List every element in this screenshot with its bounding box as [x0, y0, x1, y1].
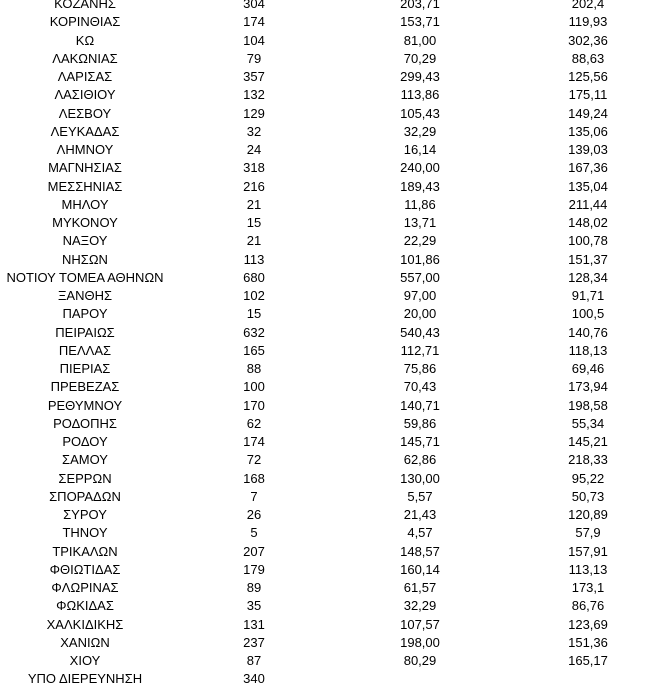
average-cell: 13,71: [403, 215, 437, 230]
table-row: [0, 488, 667, 506]
rate-cell: 123,69: [568, 616, 608, 632]
region-name-cell: ΤΗΝΟΥ: [62, 525, 108, 541]
cases-cell: 72: [246, 452, 262, 468]
region-name-cell: ΣΑΜΟΥ: [62, 452, 108, 468]
rate-cell: 167,36: [568, 160, 608, 176]
table-row: [0, 196, 667, 214]
region-name-cell: ΛΕΣΒΟΥ: [58, 105, 112, 121]
region-name-cell: ΦΩΚΙΔΑΣ: [56, 598, 114, 614]
rate-cell: 118,13: [568, 342, 608, 358]
average-cell: 81,00: [403, 32, 437, 48]
region-name-cell: ΜΗΛΟΥ: [61, 196, 109, 212]
table-row: [0, 0, 667, 13]
region-name-cell: ΧΑΝΙΩΝ: [60, 634, 110, 650]
table-row: [0, 123, 667, 141]
average-cell: 140,71: [400, 397, 440, 413]
table-row: [0, 105, 667, 123]
cases-cell: 170: [243, 397, 265, 413]
table-row: [0, 433, 667, 451]
rate-cell: 119,93: [568, 14, 608, 30]
table-row: [0, 287, 667, 305]
table-row: [0, 561, 667, 579]
rate-cell: 135,06: [568, 123, 608, 139]
cases-cell: 21: [246, 233, 262, 249]
rate-cell: 173,1: [571, 580, 605, 595]
average-cell: 32,29: [403, 598, 437, 614]
average-cell: 16,14: [403, 142, 437, 157]
table-row: [0, 470, 667, 488]
table-row: [0, 232, 667, 250]
average-cell: 80,29: [403, 653, 437, 668]
rate-cell: 128,34: [568, 269, 608, 285]
average-cell: 11,86: [404, 196, 436, 212]
region-name-cell: ΥΠΟ ΔΙΕΡΕΥΝΗΣΗ: [27, 671, 143, 687]
table-row: [0, 670, 667, 688]
region-name-cell: ΚΩ: [75, 32, 95, 48]
cases-cell: 7: [250, 488, 258, 504]
table-row: [0, 415, 667, 433]
table-row: [0, 451, 667, 469]
table-row: [0, 597, 667, 615]
region-name-cell: ΡΟΔΟΥ: [62, 434, 108, 449]
average-cell: 112,71: [400, 342, 440, 358]
average-cell: 5,57: [407, 488, 433, 504]
table-row: [0, 378, 667, 396]
rate-cell: 86,76: [571, 598, 605, 614]
table-row: [0, 634, 667, 652]
region-name-cell: ΜΥΚΟΝΟΥ: [52, 215, 118, 230]
region-name-cell: ΠΙΕΡΙΑΣ: [59, 361, 111, 376]
cases-cell: 5: [250, 525, 258, 541]
table-row: [0, 86, 667, 104]
cases-cell: 165: [243, 342, 265, 358]
rate-cell: 88,63: [571, 50, 605, 66]
rate-cell: 175,11: [568, 87, 608, 103]
average-cell: 22,29: [403, 233, 437, 249]
average-cell: 70,43: [403, 379, 437, 395]
region-name-cell: ΣΥΡΟΥ: [63, 507, 107, 522]
average-cell: 557,00: [400, 269, 440, 285]
region-name-cell: ΡΟΔΟΠΗΣ: [53, 415, 117, 431]
cases-cell: 24: [246, 142, 262, 157]
table-row: [0, 178, 667, 196]
rate-cell: 211,44: [568, 196, 608, 212]
region-name-cell: ΝΗΣΩΝ: [62, 251, 108, 267]
average-cell: 59,86: [403, 415, 437, 431]
average-cell: 70,29: [403, 50, 437, 66]
table-row: [0, 524, 667, 542]
table-row: [0, 50, 667, 68]
region-name-cell: ΚΟΡΙΝΘΙΑΣ: [49, 14, 121, 30]
region-name-cell: ΠΕΛΛΑΣ: [58, 342, 112, 358]
rate-cell: 95,22: [571, 470, 605, 486]
region-name-cell: ΧΑΛΚΙΔΙΚΗΣ: [46, 616, 124, 632]
average-cell: 4,57: [407, 525, 433, 541]
rate-cell: 113,13: [568, 561, 608, 577]
cases-cell: 26: [246, 507, 262, 522]
rate-cell: 198,58: [568, 397, 608, 413]
average-cell: 148,57: [400, 543, 440, 559]
rate-cell: 302,36: [568, 32, 608, 48]
cases-cell: 168: [243, 470, 265, 486]
cases-cell: 104: [243, 32, 265, 48]
cases-cell: 207: [243, 543, 265, 559]
table-row: [0, 141, 667, 159]
cases-cell: 174: [243, 14, 265, 30]
region-name-cell: ΠΑΡΟΥ: [62, 306, 108, 322]
average-cell: 62,86: [403, 452, 437, 468]
rate-cell: 151,37: [568, 251, 608, 267]
rate-cell: 55,34: [571, 415, 605, 431]
rate-cell: 139,03: [568, 142, 608, 157]
cases-cell: 32: [246, 123, 262, 139]
average-cell: 160,14: [400, 561, 440, 577]
cases-cell: 102: [243, 288, 265, 303]
average-cell: 75,86: [403, 361, 437, 376]
table-row: [0, 159, 667, 177]
rate-cell: 145,21: [568, 434, 608, 449]
average-cell: 97,00: [403, 288, 437, 303]
table-row: [0, 543, 667, 561]
region-name-cell: ΛΕΥΚΑΔΑΣ: [50, 123, 120, 139]
average-cell: 145,71: [400, 434, 440, 449]
region-name-cell: ΜΑΓΝΗΣΙΑΣ: [48, 160, 122, 176]
cases-cell: 15: [246, 306, 262, 322]
region-name-cell: ΡΕΘΥΜΝΟΥ: [47, 397, 123, 413]
table-row: [0, 32, 667, 50]
region-name-cell: ΠΡΕΒΕΖΑΣ: [50, 379, 120, 395]
rate-cell: 151,36: [568, 634, 608, 650]
region-name-cell: ΝΑΞΟΥ: [62, 233, 108, 249]
cases-cell: 35: [246, 598, 262, 614]
rate-cell: 120,89: [568, 507, 608, 522]
cases-cell: 216: [243, 178, 265, 194]
region-name-cell: ΞΑΝΘΗΣ: [57, 288, 113, 303]
region-name-cell: ΜΕΣΣΗΝΙΑΣ: [47, 178, 123, 194]
cases-cell: 680: [243, 269, 265, 285]
table-row: [0, 251, 667, 269]
region-name-cell: ΝΟΤΙΟΥ ΤΟΜΕΑ ΑΘΗΝΩΝ: [6, 269, 164, 285]
rate-cell: 91,71: [571, 288, 605, 303]
rate-cell: 50,73: [571, 488, 605, 504]
average-cell: 105,43: [400, 105, 440, 121]
cases-cell: 132: [243, 87, 265, 103]
table-row: [0, 397, 667, 415]
average-cell: 130,00: [400, 470, 440, 486]
rate-cell: 202,4: [571, 0, 605, 11]
table-row: [0, 506, 667, 524]
cases-cell: 88: [246, 361, 262, 376]
rate-cell: 69,46: [571, 361, 605, 376]
rate-cell: 100,5: [571, 306, 605, 322]
region-name-cell: ΧΙΟΥ: [69, 653, 101, 668]
average-cell: 189,43: [400, 178, 440, 194]
average-cell: 203,71: [400, 0, 440, 11]
table-row: [0, 616, 667, 634]
rate-cell: 173,94: [568, 379, 608, 395]
cases-cell: 131: [243, 616, 265, 632]
table-row: [0, 214, 667, 232]
rate-cell: 100,78: [568, 233, 608, 249]
cases-cell: 174: [243, 434, 265, 449]
average-cell: 540,43: [400, 324, 440, 340]
table-row: [0, 342, 667, 360]
cases-cell: 632: [243, 324, 265, 340]
cases-cell: 179: [243, 561, 265, 577]
cases-cell: 100: [243, 379, 265, 395]
average-cell: 32,29: [403, 123, 437, 139]
rate-cell: 148,02: [568, 215, 608, 230]
average-cell: 153,71: [400, 14, 440, 30]
rate-cell: 149,24: [568, 105, 608, 121]
rate-cell: 135,04: [568, 178, 608, 194]
region-name-cell: ΦΘΙΩΤΙΔΑΣ: [49, 561, 121, 577]
region-name-cell: ΠΕΙΡΑΙΩΣ: [55, 324, 115, 340]
cases-cell: 87: [246, 653, 262, 668]
cases-cell: 113: [243, 251, 265, 267]
region-name-cell: ΛΑΣΙΘΙΟΥ: [54, 87, 116, 103]
region-name-cell: ΚΟΖΑΝΗΣ: [54, 0, 116, 11]
table-row: [0, 652, 667, 670]
average-cell: 198,00: [400, 634, 440, 650]
table-row: [0, 269, 667, 287]
cases-cell: 89: [246, 580, 262, 595]
region-name-cell: ΛΗΜΝΟΥ: [56, 142, 114, 157]
cases-cell: 237: [243, 634, 265, 650]
cases-cell: 79: [246, 50, 262, 66]
cases-cell: 62: [246, 415, 262, 431]
rate-cell: 57,9: [575, 525, 601, 541]
region-name-cell: ΛΑΚΩΝΙΑΣ: [52, 50, 118, 66]
average-cell: 299,43: [400, 69, 440, 84]
rate-cell: 157,91: [568, 543, 608, 559]
average-cell: 61,57: [403, 580, 437, 595]
cases-cell: 129: [243, 105, 265, 121]
cases-cell: 304: [243, 0, 265, 11]
rate-cell: 125,56: [568, 69, 608, 84]
table-row: [0, 13, 667, 31]
average-cell: 20,00: [403, 306, 437, 322]
cases-cell: 318: [243, 160, 265, 176]
table-row: [0, 68, 667, 86]
table-row: [0, 579, 667, 597]
average-cell: 101,86: [400, 251, 440, 267]
table-row: [0, 360, 667, 378]
table-row: [0, 305, 667, 323]
rate-cell: 218,33: [568, 452, 608, 468]
rate-cell: 165,17: [568, 653, 608, 668]
average-cell: 21,43: [403, 507, 437, 522]
average-cell: 113,86: [400, 87, 440, 103]
cases-cell: 357: [243, 69, 265, 84]
region-name-cell: ΣΠΟΡΑΔΩΝ: [49, 488, 121, 504]
cases-cell: 21: [246, 196, 262, 212]
region-name-cell: ΣΕΡΡΩΝ: [58, 470, 112, 486]
cases-cell: 340: [243, 671, 265, 687]
table-row: [0, 324, 667, 342]
rate-cell: 140,76: [568, 324, 608, 340]
average-cell: 107,57: [400, 616, 440, 632]
region-name-cell: ΛΑΡΙΣΑΣ: [57, 69, 113, 84]
cases-cell: 15: [246, 215, 262, 230]
region-name-cell: ΦΛΩΡΙΝΑΣ: [51, 580, 119, 595]
average-cell: 240,00: [400, 160, 440, 176]
region-name-cell: ΤΡΙΚΑΛΩΝ: [52, 543, 118, 559]
